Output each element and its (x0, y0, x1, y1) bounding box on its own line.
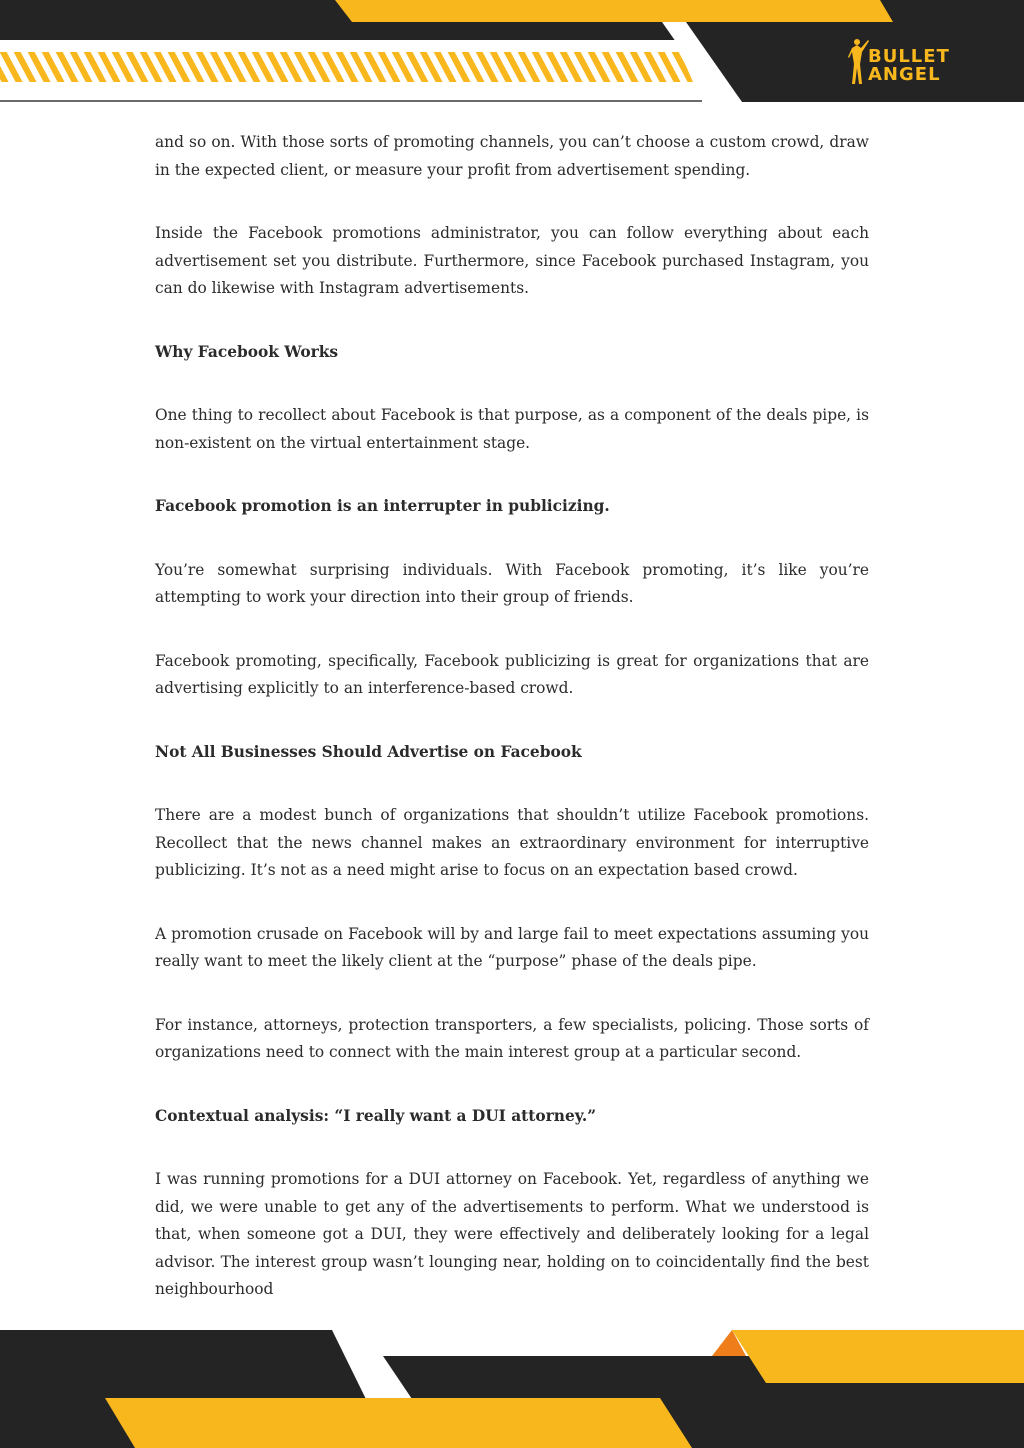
body-paragraph: A promotion crusade on Facebook will by and large fail to meet expectations assuming you really want to meet the likely client at the “purpose” phase of the deals pipe. (155, 924, 869, 970)
document-body (155, 129, 869, 1340)
logo-wordmark-line1: BULLET (868, 46, 950, 67)
section-heading: Facebook promotion is an interrupter in publicizing. (155, 497, 610, 515)
body-paragraph: For instance, attorneys, protection transporters, a few specialists, policing. Those sorts of organizations need to connect with the main interest group at a particular second. (155, 1015, 869, 1061)
body-paragraph: Facebook promoting, specifically, Facebook publicizing is great for organizations that are advertising explicitly to an interference-based crowd. (155, 651, 869, 697)
body-paragraph: Inside the Facebook promotions administrator, you can follow everything about each advertisement set you distribute. Furthermore, since Facebook purchased Instagram, you can do likewise with Instagram advertisements. (155, 224, 869, 297)
section-heading: Contextual analysis: “I really want a DUI attorney.” (155, 1106, 597, 1125)
body-paragraph: and so on. With those sorts of promoting channels, you can’t choose a custom crowd, draw in the expected client, or measure your profit from advertisement spending. (155, 133, 869, 179)
footer-decoration (0, 1325, 1024, 1448)
angel-figure-icon (848, 38, 870, 86)
body-paragraph: You’re somewhat surprising individuals. With Facebook promoting, it’s like you’re attempting to work your direction into their group of friends. (155, 560, 869, 606)
logo-wordmark-line2: ANGEL (868, 64, 941, 85)
body-paragraph: I was running promotions for a DUI attorney on Facebook. Yet, regardless of anything we did, we were unable to get any of the advertisements to perform. What we understood is that, when someone got a DUI, they were effectively and deliberately looking for a legal advisor. The interest group wasn’t lounging near, holding on to coincidentally find the best neighbourhood (155, 1170, 869, 1298)
brand-logo (848, 38, 978, 88)
body-paragraph: One thing to recollect about Facebook is that purpose, as a component of the deals pipe, is non-existent on the virtual entertainment stage. (155, 406, 869, 452)
body-paragraph: There are a modest bunch of organizations that shouldn’t utilize Facebook promotions. Recollect that the news channel makes an extraordinary environment for interruptive publicizing. It’s not as a need might arise to focus on an expectation based crowd. (155, 806, 869, 879)
section-heading: Not All Businesses Should Advertise on Facebook (155, 742, 582, 761)
section-heading: Why Facebook Works (155, 342, 339, 361)
